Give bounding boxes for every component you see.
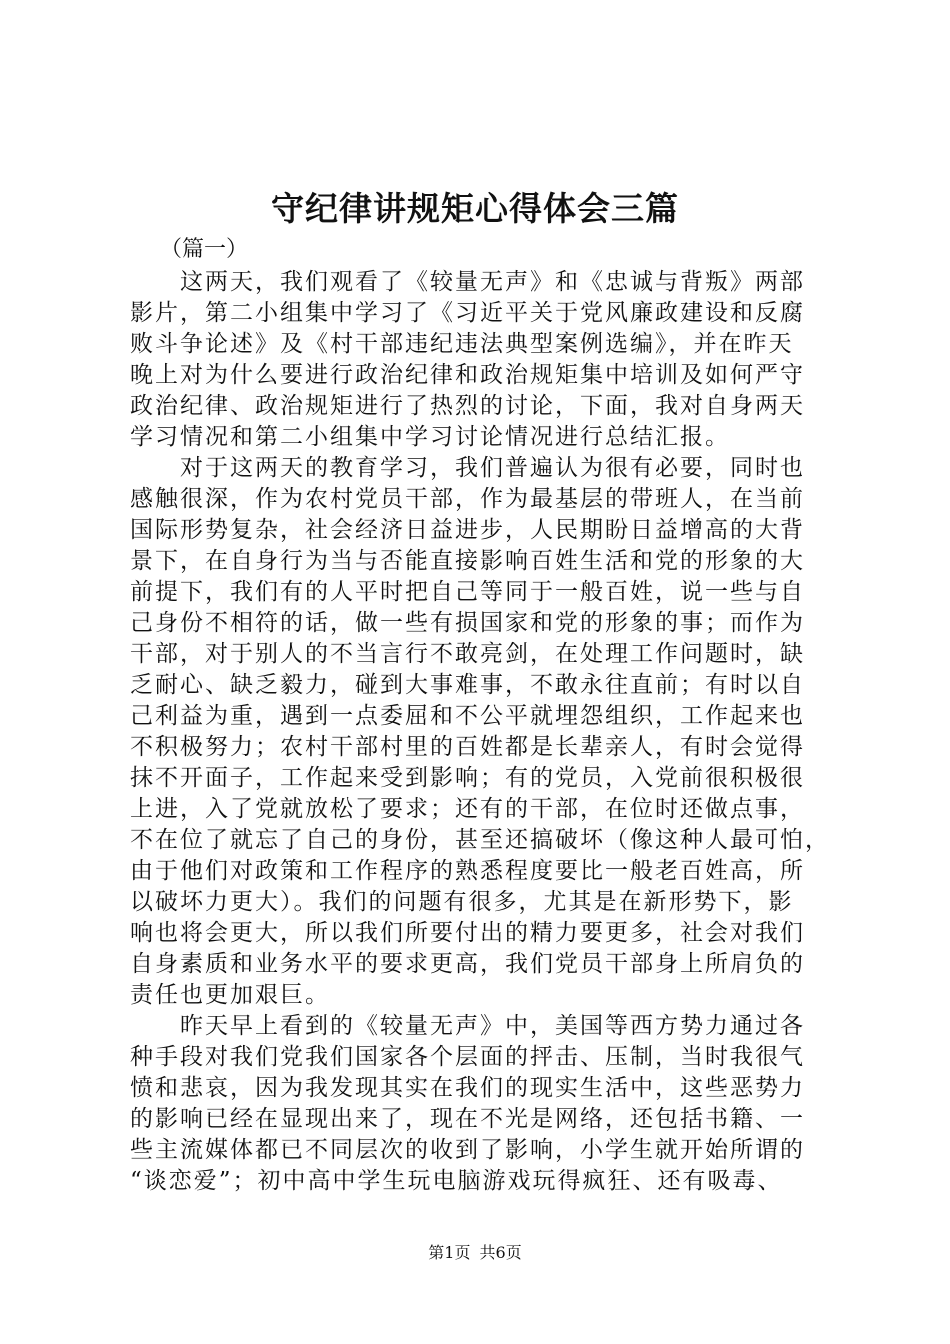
text-line: 干部，对于别人的不当言行不敢亮剑，在处理工作问题时，缺 bbox=[130, 641, 805, 667]
text-line: 响也将会更大，所以我们所要付出的精力要更多，社会对我们 bbox=[130, 920, 805, 946]
text-line: 败斗争论述》及《村干部违纪违法典型案例选编》，并在昨天 bbox=[130, 331, 794, 357]
text-line: “谈恋爱”；初中高中学生玩电脑游戏玩得疯狂、还有吸毒、 bbox=[130, 1168, 783, 1194]
text-line: 这两天，我们观看了《较量无声》和《忠诚与背叛》两部 bbox=[180, 269, 805, 295]
text-line: 晚上对为什么要进行政治纪律和政治规矩集中培训及如何严守 bbox=[130, 362, 805, 388]
text-line: 责任也更加艰巨。 bbox=[130, 982, 330, 1008]
page-footer: 第1页 共6页 bbox=[428, 1243, 522, 1262]
text-line: 影片，第二小组集中学习了《习近平关于党风廉政建设和反腐 bbox=[130, 300, 805, 326]
section-label: （篇一） bbox=[160, 237, 249, 262]
text-line: 昨天早上看到的《较量无声》中，美国等西方势力通过各 bbox=[180, 1013, 805, 1039]
text-line: 自身素质和业务水平的要求更高，我们党员干部身上所肩负的 bbox=[130, 951, 805, 977]
text-line: 学习情况和第二小组集中学习讨论情况进行总结汇报。 bbox=[130, 424, 730, 450]
text-line: 乏耐心、缺乏毅力，碰到大事难事，不敢永往直前；有时以自 bbox=[130, 672, 805, 698]
text-line: 政治纪律、政治规矩进行了热烈的讨论，下面，我对自身两天 bbox=[130, 393, 805, 419]
text-line: 前提下，我们有的人平时把自己等同于一般百姓，说一些与自 bbox=[130, 579, 805, 605]
text-line: 种手段对我们党我们国家各个层面的抨击、压制，当时我很气 bbox=[130, 1044, 805, 1070]
text-line: 抹不开面子，工作起来受到影响；有的党员，入党前很积极很 bbox=[130, 765, 805, 791]
text-line: 的影响已经在显现出来了，现在不光是网络，还包括书籍、一 bbox=[130, 1106, 805, 1132]
text-line: 国际形势复杂，社会经济日益进步，人民期盼日益增高的大背 bbox=[130, 517, 805, 543]
text-line: 些主流媒体都已不同层次的收到了影响，小学生就开始所谓的 bbox=[130, 1137, 805, 1163]
body-text bbox=[130, 267, 832, 1197]
text-line: 对于这两天的教育学习，我们普遍认为很有必要，同时也 bbox=[180, 455, 805, 481]
text-line: 不在位了就忘了自己的身份，甚至还搞破坏（像这种人最可怕， bbox=[130, 827, 830, 853]
text-line: 感触很深，作为农村党员干部，作为最基层的带班人，在当前 bbox=[130, 486, 805, 512]
text-line: 上进，入了党就放松了要求；还有的干部，在位时还做点事， bbox=[130, 796, 805, 822]
text-line: 己身份不相符的话，做一些有损国家和党的形象的事；而作为 bbox=[130, 610, 805, 636]
text-line: 愤和悲哀，因为我发现其实在我们的现实生活中，这些恶势力 bbox=[130, 1075, 805, 1101]
text-line: 以破坏力更大）。我们的问题有很多，尤其是在新形势下，影 bbox=[130, 889, 794, 915]
text-line: 景下，在自身行为当与否能直接影响百姓生活和党的形象的大 bbox=[130, 548, 805, 574]
text-line: 己利益为重，遇到一点委屈和不公平就埋怨组织，工作起来也 bbox=[130, 703, 805, 729]
text-line: 由于他们对政策和工作程序的熟悉程度要比一般老百姓高，所 bbox=[130, 858, 805, 884]
document-title: 守纪律讲规矩心得体会三篇 bbox=[271, 189, 679, 228]
text-line: 不积极努力；农村干部村里的百姓都是长辈亲人，有时会觉得 bbox=[130, 734, 805, 760]
